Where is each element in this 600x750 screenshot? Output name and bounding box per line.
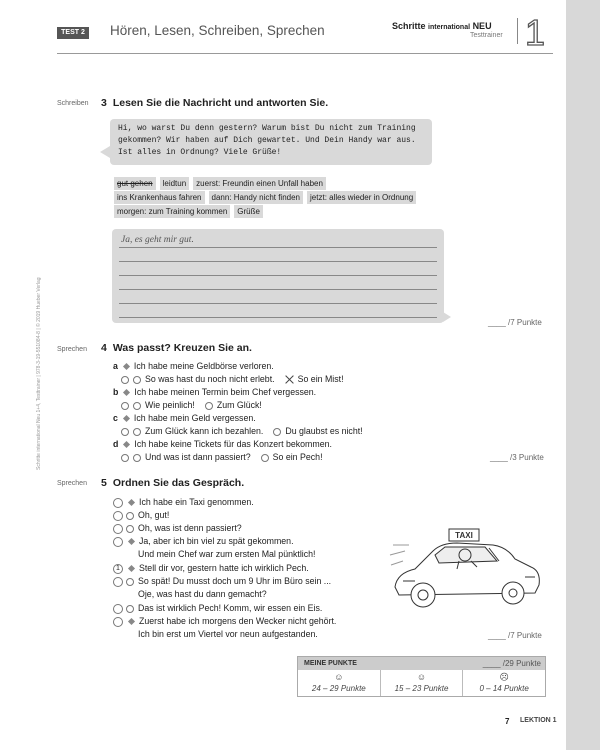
speaker-a-icon — [123, 363, 130, 370]
score-header — [298, 657, 545, 670]
question-letter: c — [113, 413, 118, 423]
question-letter: b — [113, 387, 119, 397]
series-neu: NEU — [472, 21, 492, 31]
dialog-line — [113, 536, 294, 547]
neutral-face-icon: ☺ — [416, 672, 427, 682]
keyword-chip: zuerst: Freundin einen Unfall haben — [193, 177, 326, 190]
speaker-b-icon — [126, 525, 134, 533]
test-badge: TEST 2 — [57, 27, 89, 39]
exercise-3-title — [101, 97, 328, 109]
dialog-line — [113, 497, 254, 508]
message-line: Hi, wo warst Du denn gestern? Warum bist Du nicht zum Training — [118, 124, 416, 133]
order-number-field[interactable] — [113, 511, 123, 521]
order-number-field[interactable] — [113, 498, 123, 508]
option-checkbox[interactable] — [133, 402, 141, 410]
page-title: Hören, Lesen, Schreiben, Sprechen — [110, 23, 325, 38]
option-label: So was hast du noch nicht erlebt. — [145, 374, 275, 384]
exercise-instruction: Ordnen Sie das Gespräch. — [112, 477, 245, 489]
right-margin-bar — [566, 0, 600, 750]
writing-line — [119, 303, 437, 304]
sad-face-icon: ☹ — [499, 672, 509, 682]
question-prompt: Ich habe meinen Termin beim Chef vergessen. — [134, 387, 317, 397]
dialog-line — [113, 523, 242, 534]
keyword-chip: dann: Handy nicht finden — [209, 191, 304, 204]
writing-line — [119, 261, 437, 262]
question-prompt: Ich habe keine Tickets für das Konzert bekommen. — [134, 439, 332, 449]
dialog-line — [113, 563, 309, 574]
speaker-a-icon — [128, 565, 135, 572]
dialog-text: Ich habe ein Taxi genommen. — [139, 497, 254, 507]
keyword-chip: jetzt: alles wieder in Ordnung — [307, 191, 416, 204]
dialog-line-continued: Oje, was hast du dann gemacht? — [138, 589, 267, 599]
dialog-line-continued: Ich bin erst um Viertel vor neun aufgestanden. — [138, 629, 318, 639]
answers-c — [121, 426, 373, 436]
question-d — [113, 439, 332, 449]
answer-start-text: Ja, es geht mir gut. — [121, 235, 194, 245]
header-divider — [517, 18, 518, 44]
option-checkbox[interactable] — [261, 454, 269, 462]
option-checkbox[interactable] — [205, 402, 213, 410]
option-label: Du glaubst es nicht! — [285, 426, 363, 436]
message-line: gekommen? Wir haben auf Dich gewartet. Und Dein Handy war aus. — [118, 136, 416, 145]
writing-line — [119, 317, 437, 318]
speaker-b-icon — [126, 578, 134, 586]
series-title — [392, 21, 492, 31]
question-prompt: Ich habe mein Geld vergessen. — [133, 413, 256, 423]
message-bubble — [110, 119, 432, 165]
answers-b — [121, 400, 272, 410]
order-number-field[interactable] — [113, 604, 123, 614]
keyword-chips — [114, 177, 459, 219]
page-number: 7 — [505, 717, 510, 726]
speaker-b-icon — [121, 428, 129, 436]
answers-a — [121, 374, 354, 384]
score-range-text: 0 – 14 Punkte — [479, 684, 529, 693]
option-checkbox[interactable] — [133, 376, 141, 384]
option-label: Und was ist dann passiert? — [145, 452, 251, 462]
copyright-note: Schritte international Neu 1+4, Testtrainer | 978-3-19-551084-8 | © 2019 Hueber Verlag — [36, 277, 42, 470]
option-checkbox[interactable] — [133, 454, 141, 462]
option-label: Wie peinlich! — [145, 400, 195, 410]
keyword-chip: leidtun — [160, 177, 190, 190]
dialog-text: Oh, was ist denn passiert? — [138, 523, 242, 533]
question-a — [113, 361, 274, 371]
option-checkbox[interactable] — [273, 428, 281, 436]
message-bubble-tail — [100, 146, 110, 158]
question-prompt: Ich habe meine Geldbörse verloren. — [133, 361, 274, 371]
option-label: So ein Pech! — [272, 452, 323, 462]
writing-line — [119, 289, 437, 290]
dialog-line — [113, 616, 336, 627]
question-c — [113, 413, 256, 423]
question-b — [113, 387, 316, 397]
writing-line — [119, 275, 437, 276]
option-label: So ein Mist! — [297, 374, 344, 384]
happy-face-icon: ☺ — [334, 672, 344, 682]
option-checkbox-checked[interactable] — [285, 375, 294, 384]
dialog-text: Stell dir vor, gestern hatte ich wirklich Pech. — [139, 563, 309, 573]
speaker-b-icon — [126, 512, 134, 520]
dialog-text: Oh, gut! — [138, 510, 170, 520]
writing-line — [119, 247, 437, 248]
dialog-line — [113, 603, 322, 614]
skill-label-schreiben: Schreiben — [57, 100, 89, 107]
score-range-good — [298, 670, 381, 696]
speaker-a-icon — [123, 389, 130, 396]
exercise-instruction: Was passt? Kreuzen Sie an. — [112, 342, 252, 354]
order-number-field[interactable] — [113, 577, 123, 587]
score-label: MEINE PUNKTE — [304, 660, 357, 667]
skill-label-sprechen: Sprechen — [57, 480, 87, 487]
score-range-low — [463, 670, 545, 696]
option-label: Zum Glück! — [216, 400, 262, 410]
score-range-text: 24 – 29 Punkte — [311, 684, 366, 693]
message-line: Ist alles in Ordnung? Viele Grüße! — [118, 148, 282, 157]
series-subtitle: Testtrainer — [470, 32, 503, 39]
score-total: ____ /29 Punkte — [482, 659, 541, 668]
series-small: international — [428, 24, 471, 31]
taxi-illustration — [385, 515, 545, 615]
keyword-chip: Grüße — [234, 205, 263, 218]
question-letter: d — [113, 439, 119, 449]
dialog-text: Ja, aber ich bin viel zu spät gekommen. — [139, 536, 294, 546]
volume-number: 1 — [525, 12, 546, 53]
order-number-field[interactable] — [113, 524, 123, 534]
score-ranges — [298, 670, 545, 696]
score-table — [297, 656, 546, 697]
keyword-chip: gut gehen — [114, 177, 156, 190]
speaker-b-icon — [126, 605, 134, 613]
dialog-text: Zuerst habe ich morgens den Wecker nicht gehört. — [139, 616, 337, 626]
option-checkbox[interactable] — [133, 428, 141, 436]
lesson-label: LEKTION 1 — [520, 717, 557, 724]
order-number-field[interactable]: 1 — [113, 564, 123, 574]
speaker-a-icon — [123, 415, 130, 422]
order-number-field[interactable] — [113, 537, 123, 547]
speaker-b-icon — [121, 376, 129, 384]
order-number-field[interactable] — [113, 617, 123, 627]
exercise-4-title — [101, 342, 252, 354]
option-label: Zum Glück kann ich bezahlen. — [145, 426, 264, 436]
keyword-chip: morgen: zum Training kommen — [114, 205, 230, 218]
points-ex4: ____ /3 Punkte — [490, 453, 544, 462]
exercise-number: 3 — [101, 97, 107, 109]
speaker-a-icon — [123, 441, 130, 448]
points-ex5: ____ /7 Punkte — [488, 631, 542, 640]
exercise-number: 5 — [101, 477, 107, 489]
speaker-b-icon — [121, 402, 129, 410]
answer-box-tail — [443, 312, 451, 322]
exercise-5-title — [101, 477, 244, 489]
skill-label-sprechen: Sprechen — [57, 346, 87, 353]
keyword-chip: ins Krankenhaus fahren — [114, 191, 205, 204]
exercise-instruction: Lesen Sie die Nachricht und antworten Sie. — [112, 97, 329, 109]
header-rule — [57, 53, 553, 54]
speaker-a-icon — [128, 499, 135, 506]
answer-writing-box[interactable] — [112, 229, 444, 323]
dialog-text: Das ist wirklich Pech! Komm, wir essen ein Eis. — [138, 603, 323, 613]
exercise-number: 4 — [101, 342, 107, 354]
speaker-a-icon — [128, 538, 135, 545]
speaker-b-icon — [121, 454, 129, 462]
dialog-line-continued: Und mein Chef war zum ersten Mal pünktlich! — [138, 549, 316, 559]
series-main: Schritte — [392, 21, 426, 31]
points-ex3: ____ /7 Punkte — [488, 318, 542, 327]
score-range-text: 15 – 23 Punkte — [394, 684, 449, 693]
dialog-text: So spät! Du musst doch um 9 Uhr im Büro sein ... — [138, 576, 332, 586]
question-letter: a — [113, 361, 118, 371]
answers-d — [121, 452, 333, 462]
dialog-line — [113, 576, 331, 587]
speaker-a-icon — [128, 618, 135, 625]
dialog-line — [113, 510, 169, 521]
score-range-medium — [381, 670, 464, 696]
taxi-sign-text: TAXI — [455, 531, 473, 540]
